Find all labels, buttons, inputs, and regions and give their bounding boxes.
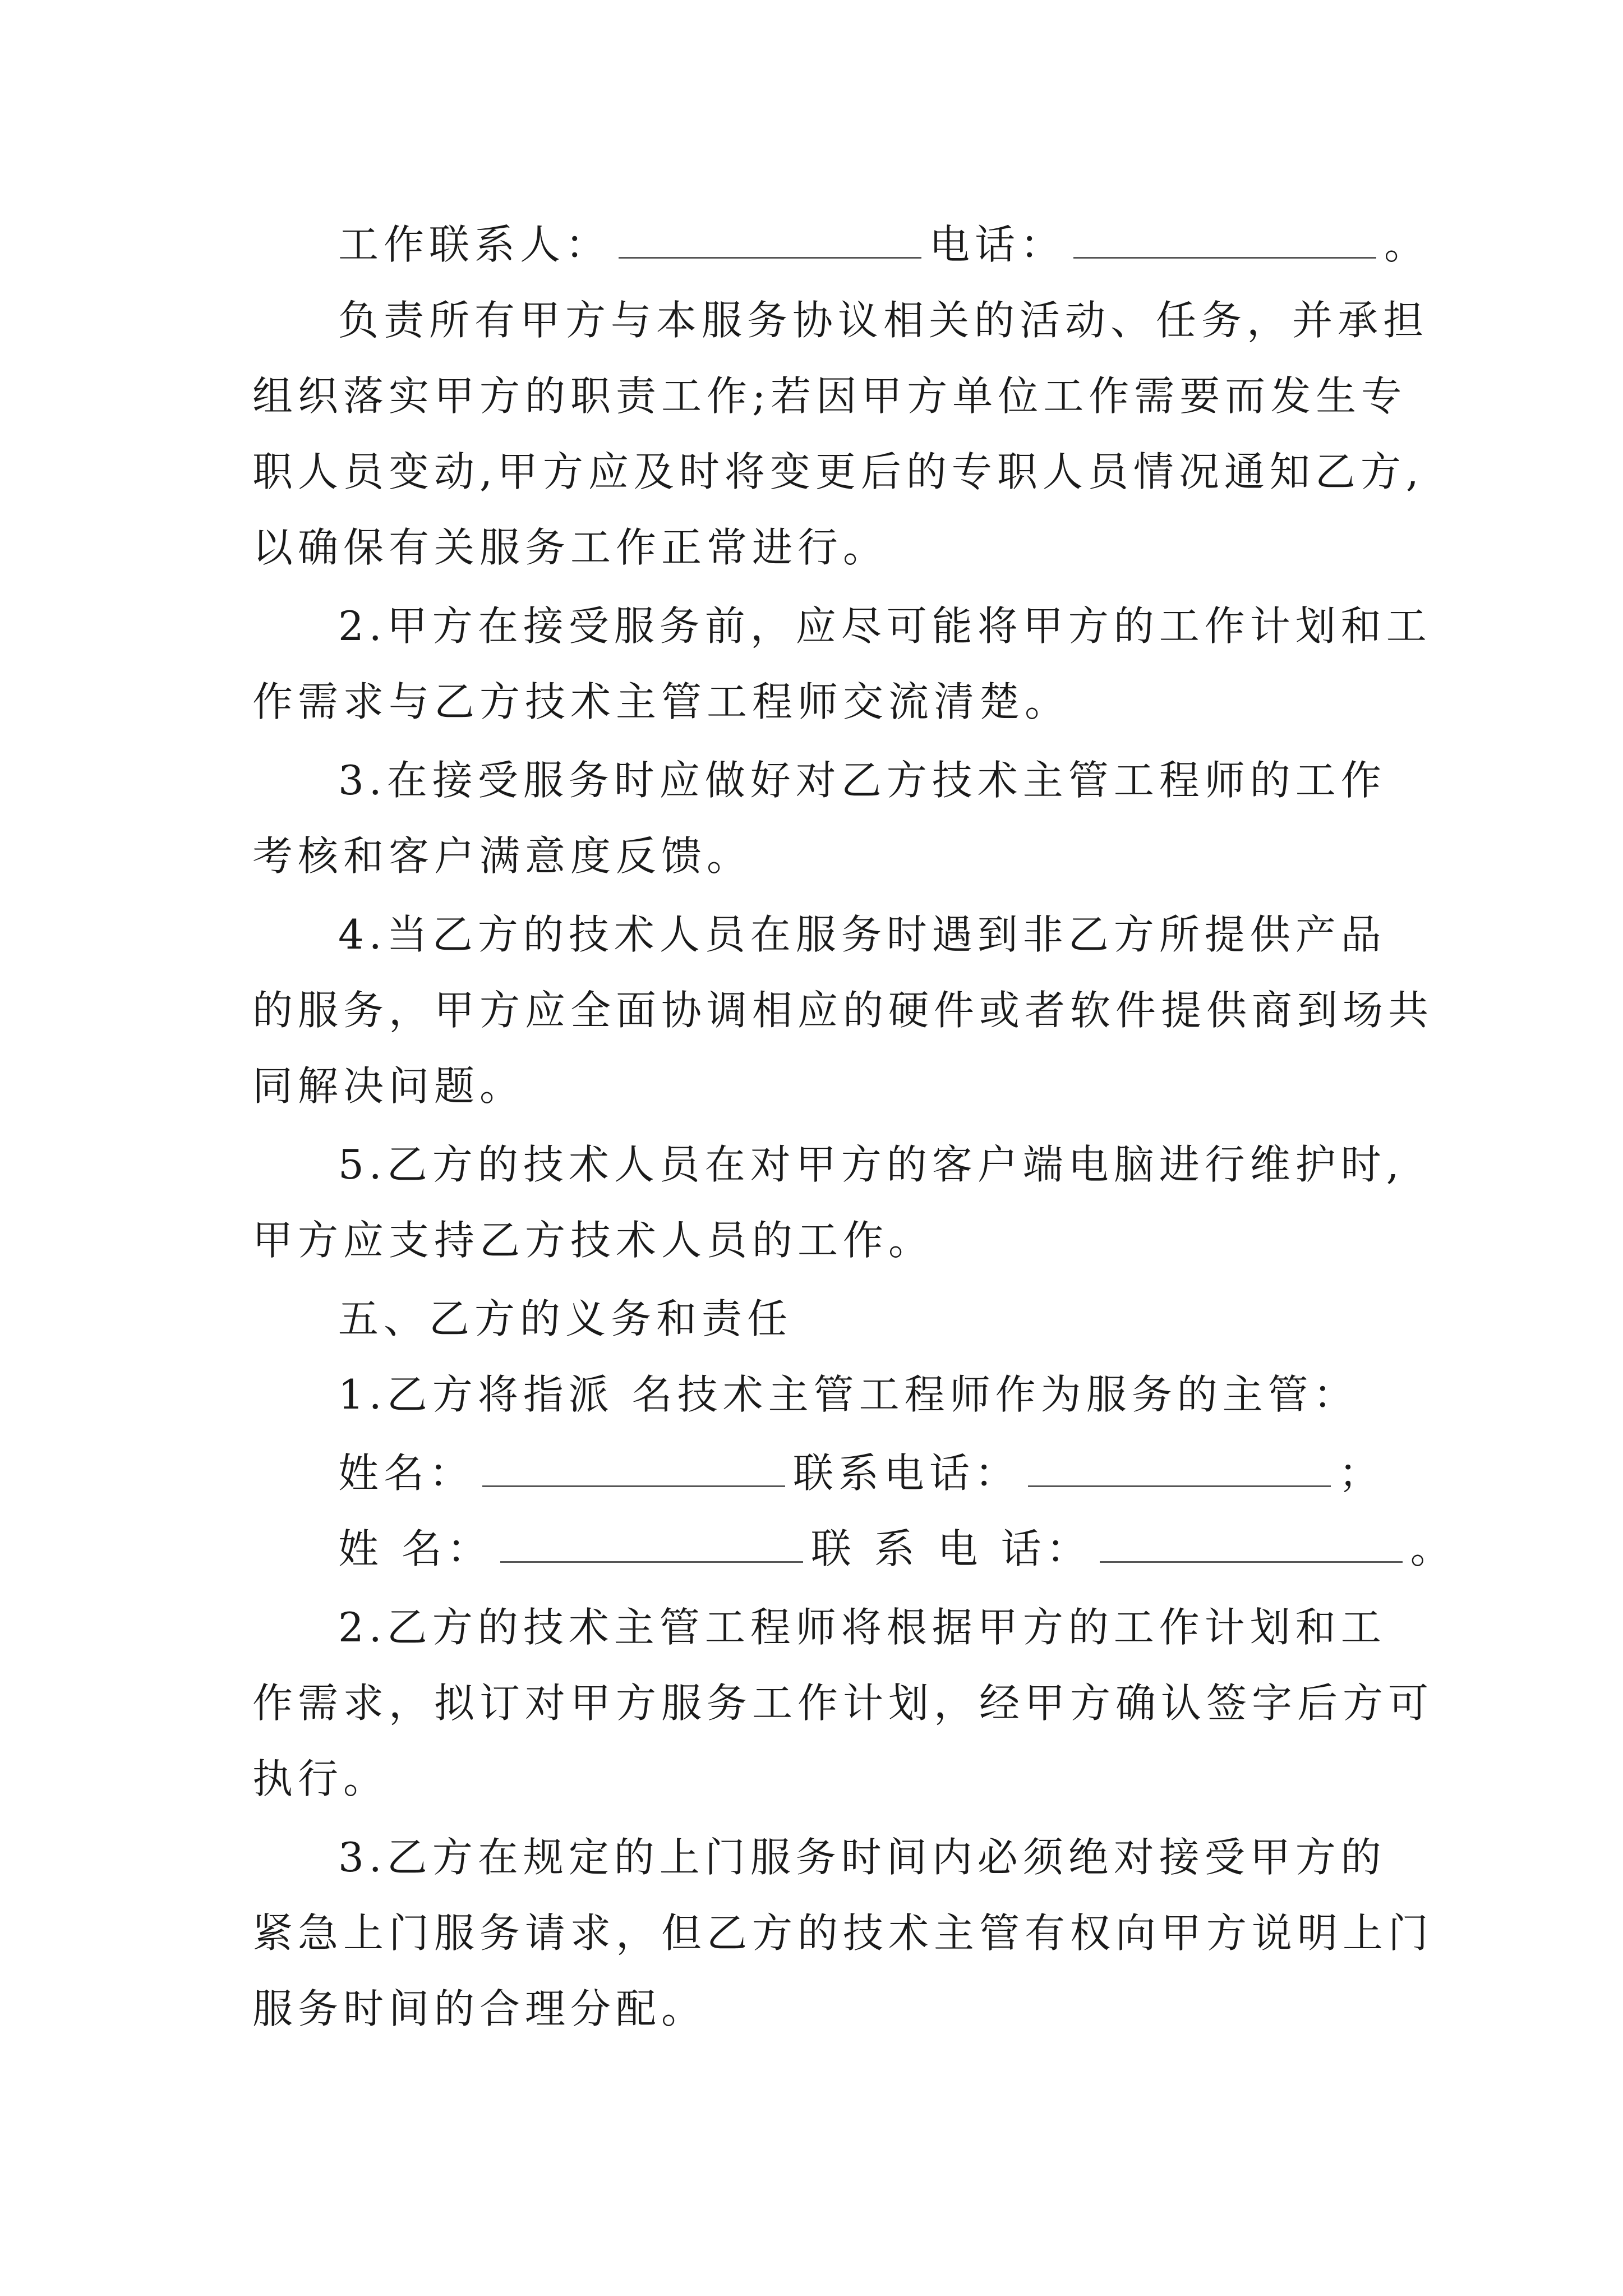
contact-line [338, 221, 1430, 268]
paragraph-line: 服务时间的合理分配。 [252, 1985, 707, 2032]
paragraph-line: 甲方应支持乙方技术人员的工作。 [252, 1217, 934, 1264]
paragraph-line: 4.当乙方的技术人员在服务时遇到非乙方所提供产品 [338, 911, 1386, 958]
phone-label: 联 系 电 话： [810, 1525, 1092, 1572]
paragraph-line: 3.乙方在规定的上门服务时间内必须绝对接受甲方的 [338, 1834, 1386, 1881]
paragraph-line: 作需求与乙方技术主管工程师交流清楚。 [252, 678, 1071, 725]
paragraph-line: 紧急上门服务请求，但乙方的技术主管有权向甲方说明上门 [252, 1910, 1434, 1957]
contact-name-blank[interactable] [619, 224, 921, 259]
section-heading: 五、乙方的义务和责任 [338, 1295, 793, 1342]
name-blank[interactable] [500, 1529, 803, 1563]
name-blank[interactable] [482, 1453, 785, 1487]
name-label: 姓 名： [338, 1525, 492, 1572]
paragraph-line: 职人员变动,甲方应及时将变更后的专职人员情况通知乙方, [252, 448, 1424, 495]
line-end: ； [1339, 1450, 1385, 1497]
paragraph-line: 考核和客户满意度反馈。 [252, 832, 753, 880]
contact-line-end: 。 [1384, 221, 1430, 268]
paragraph-line: 组织落实甲方的职责工作;若因甲方单位工作需要而发生专 [252, 372, 1407, 420]
phone-blank[interactable] [1100, 1529, 1403, 1563]
paragraph-line: 执行。 [252, 1755, 389, 1802]
paragraph-line: 以确保有关服务工作正常进行。 [252, 524, 889, 571]
name-label: 姓名： [338, 1450, 475, 1497]
contact-phone-blank[interactable] [1073, 224, 1376, 259]
supervisor-line [338, 1525, 1456, 1572]
paragraph-line: 1.乙方将指派 名技术主管工程师作为服务的主管： [338, 1371, 1359, 1418]
phone-blank[interactable] [1028, 1453, 1331, 1487]
paragraph-line: 2.乙方的技术主管工程师将根据甲方的工作计划和工 [338, 1604, 1386, 1651]
paragraph-line: 同解决问题。 [252, 1062, 525, 1110]
paragraph-line: 作需求，拟订对甲方服务工作计划，经甲方确认签字后方可 [252, 1680, 1434, 1727]
supervisor-line [338, 1450, 1385, 1497]
paragraph-line: 负责所有甲方与本服务协议相关的活动、任务，并承担 [338, 297, 1429, 344]
paragraph-line: 5.乙方的技术人员在对甲方的客户端电脑进行维护时, [338, 1141, 1404, 1188]
line-end: 。 [1410, 1525, 1456, 1572]
contact-label: 工作联系人： [338, 221, 611, 268]
contact-phone-label: 电话： [929, 221, 1066, 268]
paragraph-line: 2.甲方在接受服务前，应尽可能将甲方的工作计划和工 [338, 602, 1432, 650]
phone-label: 联系电话： [793, 1450, 1021, 1497]
paragraph-line: 3.在接受服务时应做好对乙方技术主管工程师的工作 [338, 757, 1386, 804]
paragraph-line: 的服务，甲方应全面协调相应的硬件或者软件提供商到场共 [252, 987, 1434, 1034]
